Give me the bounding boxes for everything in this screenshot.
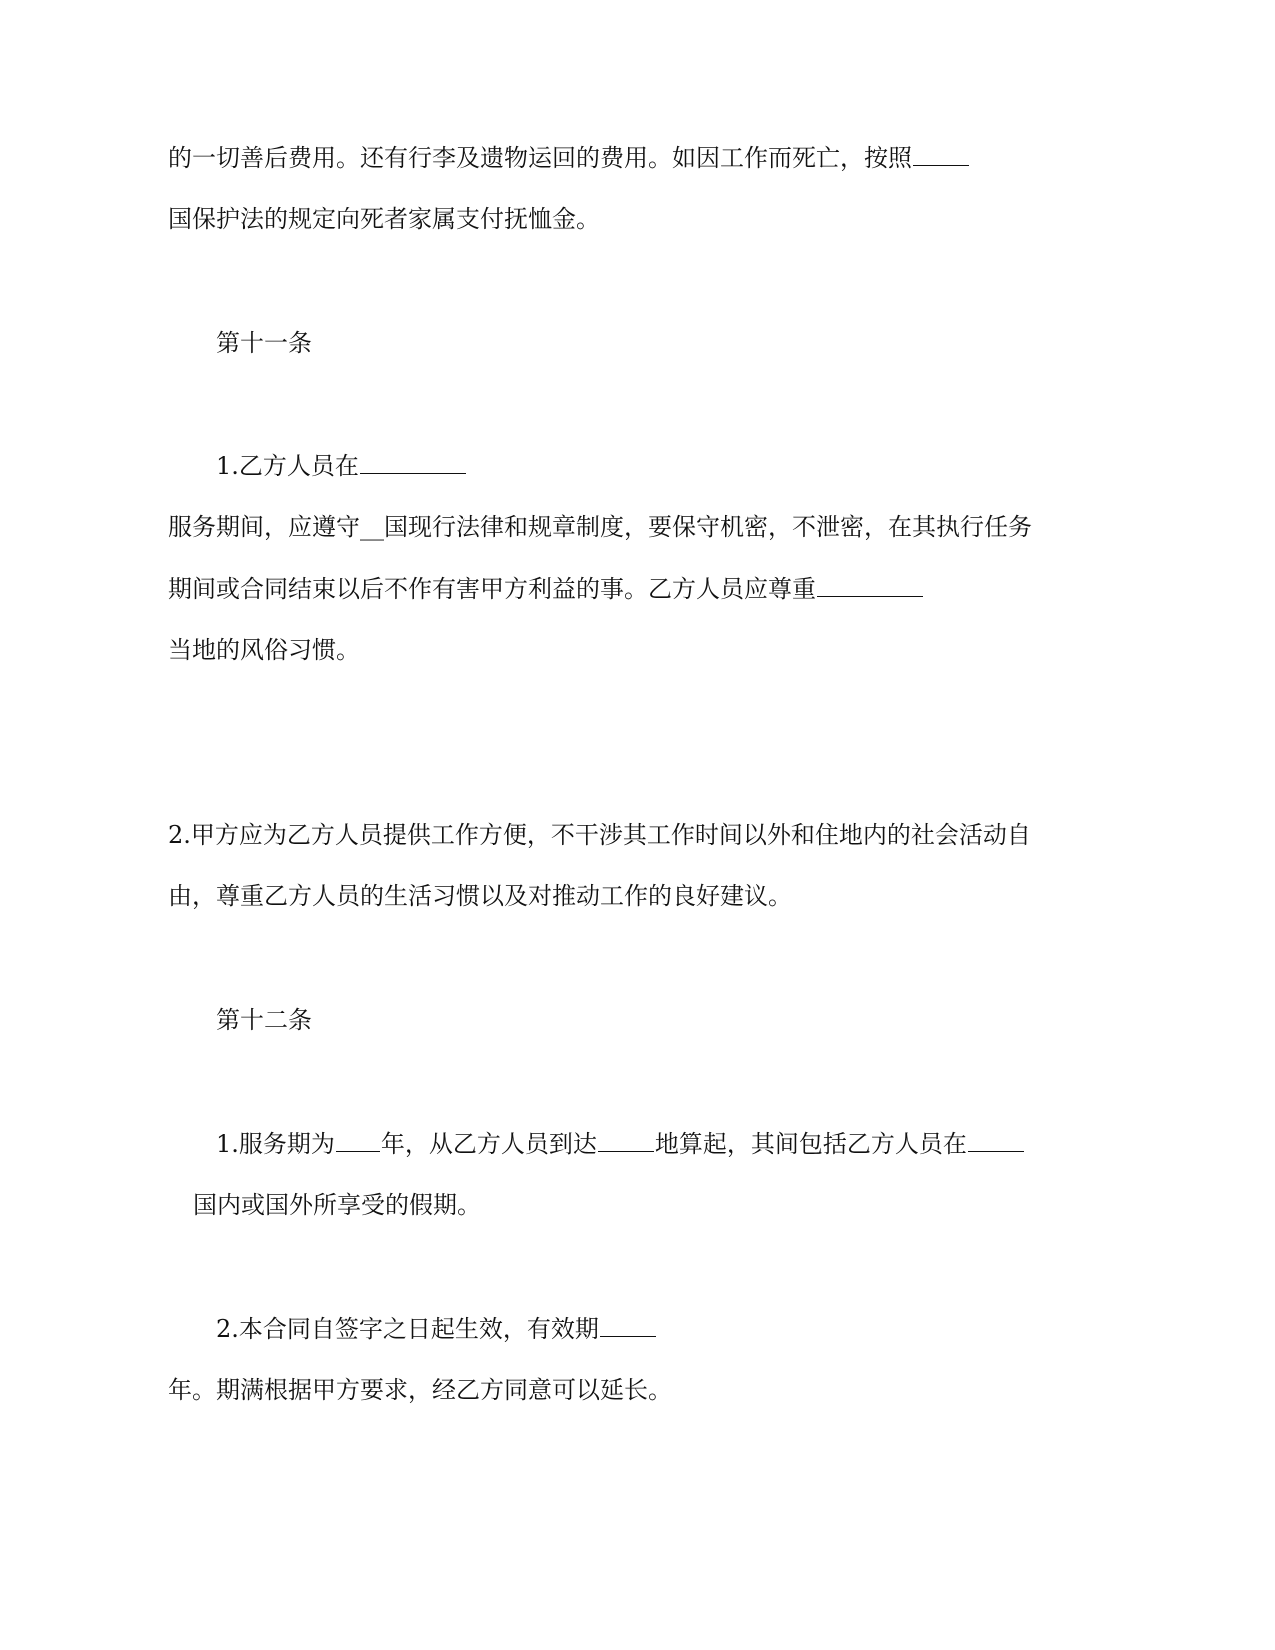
- text-line: 当地的风俗习惯。: [168, 636, 360, 664]
- blank-field[interactable]: [817, 574, 923, 597]
- text: 1.乙方人员在: [216, 452, 359, 480]
- text-line: 服务期间，应遵守__国现行法律和规章制度，要保守机密，不泄密，在其执行任务: [168, 513, 1032, 541]
- text-line: 国内或国外所享受的假期。: [193, 1191, 481, 1219]
- text-line-1: [168, 142, 970, 174]
- text: 的一切善后费用。还有行李及遗物运回的费用。如因工作而死亡，按照: [168, 144, 912, 172]
- text-line: [168, 573, 924, 605]
- article-12-item-1: [216, 1128, 1025, 1160]
- text: 年，从乙方人员到达: [380, 1130, 597, 1158]
- text: 地算起，其间包括乙方人员在: [654, 1130, 967, 1158]
- blank-field[interactable]: [360, 451, 466, 474]
- text: 1.服务期为: [216, 1130, 335, 1158]
- blank-field[interactable]: [598, 1129, 654, 1152]
- blank-field[interactable]: [968, 1129, 1024, 1152]
- text-line: 年。期满根据甲方要求，经乙方同意可以延长。: [168, 1376, 672, 1404]
- article-11-heading: 第十一条: [216, 329, 312, 357]
- article-11-item-1: [216, 450, 467, 482]
- blank-field[interactable]: [600, 1314, 656, 1337]
- blank-field[interactable]: [913, 143, 969, 166]
- article-12-heading: 第十二条: [216, 1006, 312, 1034]
- text: 期间或合同结束以后不作有害甲方利益的事。乙方人员应尊重: [168, 575, 816, 603]
- text-line: 由，尊重乙方人员的生活习惯以及对推动工作的良好建议。: [168, 882, 792, 910]
- text-line-2: 国保护法的规定向死者家属支付抚恤金。: [168, 205, 600, 233]
- article-11-item-2: 2.甲方应为乙方人员提供工作方便，不干涉其工作时间以外和住地内的社会活动自: [168, 821, 1031, 849]
- text: 2.本合同自签字之日起生效，有效期: [216, 1315, 599, 1343]
- article-12-item-2: [216, 1313, 657, 1345]
- blank-field[interactable]: [336, 1129, 380, 1152]
